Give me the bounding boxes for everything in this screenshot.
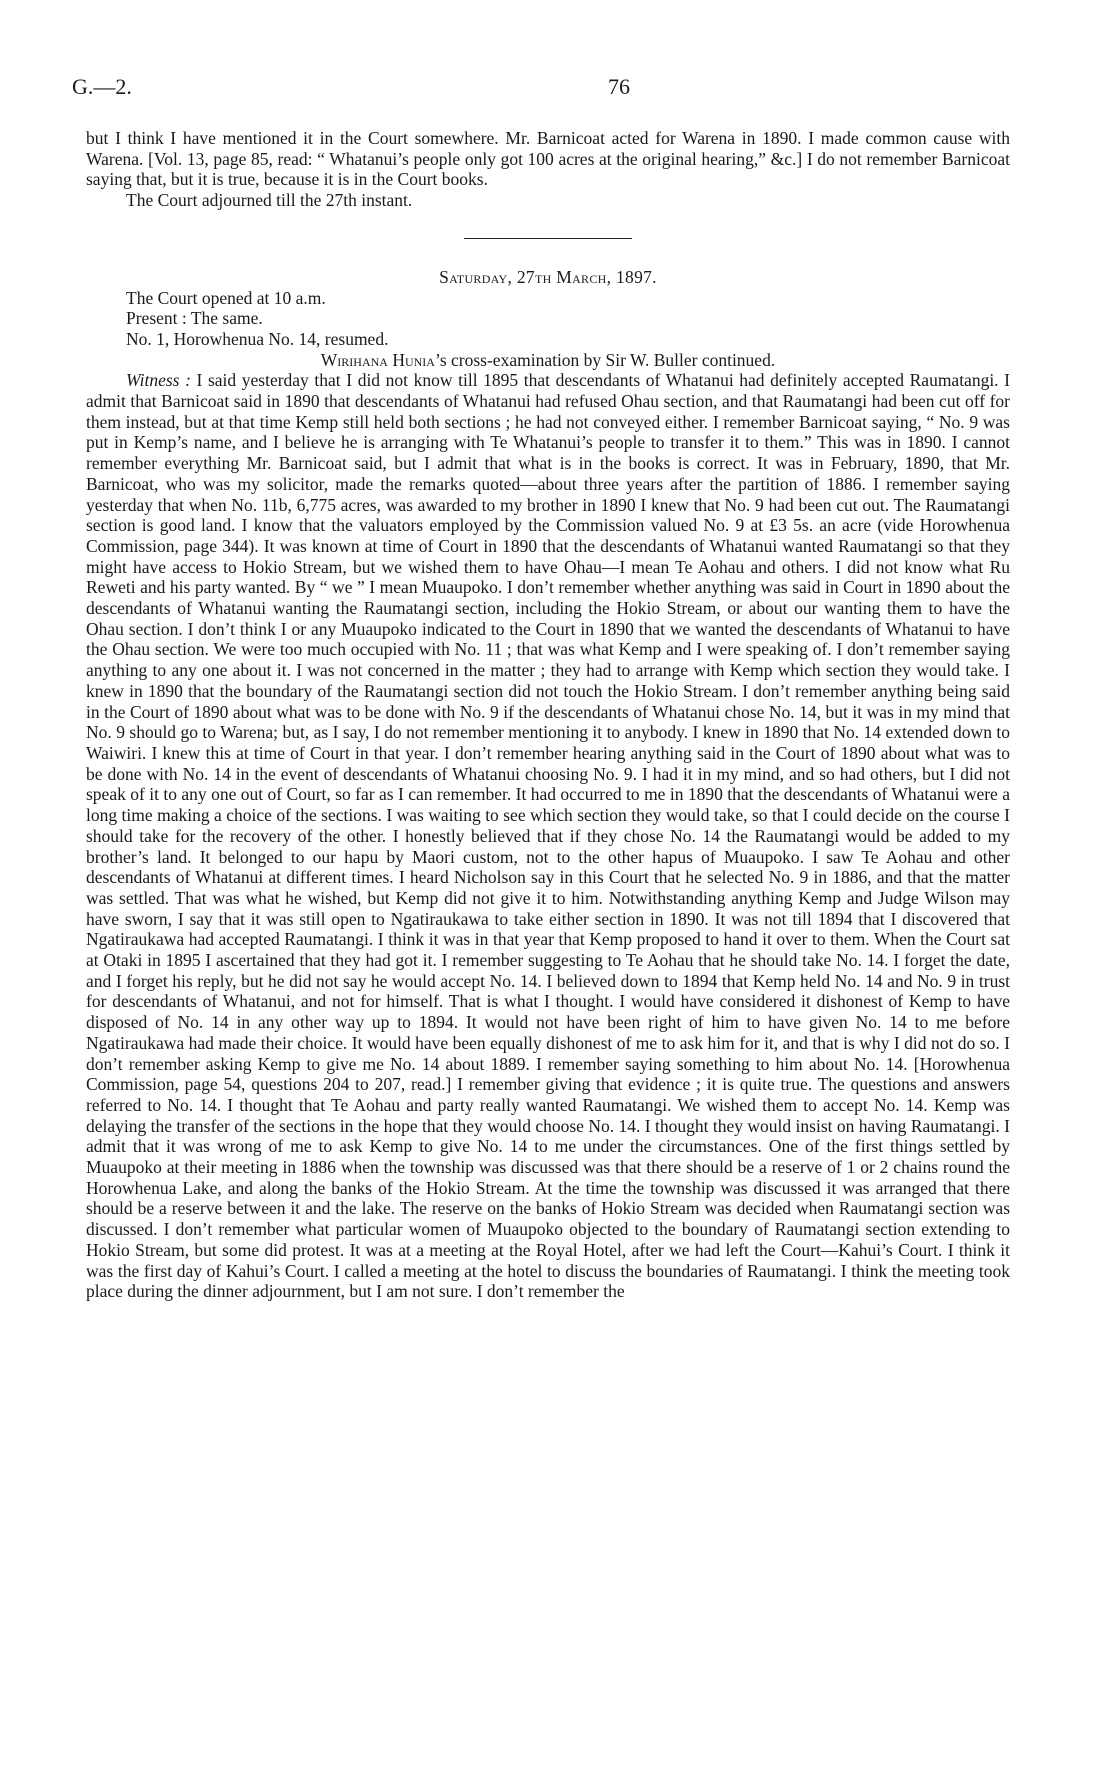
page-body — [86, 128, 1010, 1302]
page-number: 76 — [608, 74, 630, 99]
session-date: Saturday, 27th March, 1897. — [439, 266, 657, 287]
heading-rest: ’s cross-examination by Sir W. Buller continued. — [434, 349, 776, 370]
opening-paragraph: but I think I have mentioned it in the Court somewhere. Mr. Barnicoat acted for Warena in 1890. I made common cause with Warena. [Vol. 13, page 85, read: “ Whatanui’s people only got 100 acres at the original hearing,” &c.] I do not remember Barnicoat saying that, but it is true, because it is in the Court books. — [86, 128, 1010, 190]
document-code: G.—2. — [72, 74, 132, 99]
testimony-paragraph — [86, 370, 1010, 1302]
page-header — [72, 74, 1012, 106]
present-line: Present : The same. — [126, 308, 263, 329]
cross-examination-heading — [86, 350, 1010, 371]
witness-name: Wirihana Hunia — [320, 349, 435, 370]
witness-label: Witness : — [126, 370, 191, 391]
testimony-text: I said yesterday that I did not know till 1895 that descendants of Whatanui had definitely accepted Raumatangi. I admit that Barnicoat said in 1890 that descendants of Whatanui had refused Ohau section, and that Raumatangi had been cut off for them instead, but at that time Kemp still held both sections ; he had not conveyed either. I remember Barnicoat saying, “ No. 9 was put in Kemp’s name, and I believe he is arranging with Te Whatanui’s people to transfer it to them.” This was in 1890. I cannot remember everything Mr. Barnicoat said, but I admit that what is in the books is correct. It was in February, 1890, that Mr. Barnicoat, who was my solicitor, made the remarks quoted—about three years after the partition of 1886. I remember saying yesterday that when No. 11b, 6,775 acres, was awarded to my brother in 1890 I knew that No. 9 had been cut out. The Raumatangi section is good land. I know that the valuators employed by the Commission valued No. 9 at £3 5s. an acre (vide Horowhenua Commission, page 344). It was known at time of Court in 1890 that the descendants of Whatanui wanted Raumatangi so that they might have access to Hokio Stream, but we wished them to have Ohau—I mean Te Aohau and others. I did not know what Ru Reweti and his party wanted. By “ we ” I mean Muaupoko. I don’t remember whether anything was said in Court in 1890 about the descendants of Whatanui wanting the Raumatangi section, including the Hokio Stream, or about our wanting them to have the Ohau section. I don’t think I or any Muaupoko indicated to the Court in 1890 that we wanted the descendants of Whatanui to have the Ohau section. We were too much occupied with No. 11 ; that was what Kemp and I were speaking of. I don’t remember saying anything to any one about it. I was not concerned in the matter ; they had to arrange with Kemp which section they would take. I knew in 1890 that the boundary of the Raumatangi section did not touch the Hokio Stream. I don’t remember anything being said in the Court of 1890 about what was to be done with No. 9 if the descendants of Whatanui chose No. 14, but it was in my mind that No. 9 should go to Warena; but, as I say, I do not remember mentioning it to anybody. I knew in 1890 that No. 14 extended down to Waiwiri. I knew this at time of Court in that year. I don’t remember hearing anything said in the Court of 1890 about what was to be done with No. 14 in the event of descendants of Whatanui choosing No. 9. I had it in my mind, and so had others, but I did not speak of it to any one out of Court, so far as I can remember. It had occurred to me in 1890 that the descendants of Whatanui were a long time making a choice of the sections. I was waiting to see which section they would take, so that I could decide on the course I should take for the recovery of the other. I honestly believed that if they chose No. 14 the Raumatangi would be added to my brother’s land. It belonged to our hapu by Maori custom, not to the other hapus of Muaupoko. I saw Te Aohau and other descendants of Whatanui at different times. I heard Nicholson say in this Court that he selected No. 9 in 1886, and that the matter was settled. That was what he wished, but Kemp did not give it to him. Notwithstanding anything Kemp and Judge Wilson may have sworn, I say that it was still open to Ngatiraukawa to take either section in 1890. It was not till 1894 that I discovered that Ngatiraukawa had accepted Raumatangi. I think it was in that year that Kemp proposed to hand it over to them. When the Court sat at Otaki in 1895 I ascertained that they had got it. I remember suggesting to Te Aohau that he should take No. 14. I forget the date, and I forget his reply, but he did not say he would accept No. 14. I believed down to 1894 that Kemp held No. 14 and No. 9 in trust for descendants of Whatanui, and not for himself. That is what I thought. I would have considered it dishonest of Kemp to have disposed of No. 14 in any other way up to 1894. It would not have been right of him to have given No. 14 to me before Ngatiraukawa had made their choice. It would have been equally dishonest of me to ask him for it, and that is why I did not do so. I don’t remember asking Kemp to give me No. 14 about 1889. I remember saying something to him about No. 14. [Horowhenua Commission, page 54, questions 204 to 207, read.] I remember giving that evidence ; it is quite true. The questions and answers referred to No. 14. I thought that Te Aohau and party really wanted Raumatangi. We wished them to accept No. 14. Kemp was delaying the transfer of the sections in the hope that they would choose No. 14. I thought they would insist on having Raumatangi. I admit that it was wrong of me to ask Kemp to give No. 14 to me under the circumstances. One of the first things settled by Muaupoko at their meeting in 1886 when the township was discussed was that there should be a reserve of 1 or 2 chains round the Horowhenua Lake, and along the banks of the Hokio Stream. At the time the township was discussed it was arranged that there should be a reserve between it and the lake. The reserve on the banks of Hokio Stream was decided when Raumatangi section was discussed. I don’t remember what particular women of Muaupoko objected to the boundary of Raumatangi section extending to Hokio Stream, but some did protest. It was at a meeting at the Royal Hotel, after we had left the Court—Kahui’s Court. I think it was the first day of Kahui’s Court. I called a meeting at the hotel to discuss the boundaries of Raumatangi. I think the meeting took place during the dinner adjournment, but I am not sure. I don’t remember the — [86, 370, 1010, 1302]
court-opened-line: The Court opened at 10 a.m. — [126, 287, 326, 308]
case-line: No. 1, Horowhenua No. 14, resumed. — [126, 328, 389, 349]
section-divider — [464, 238, 632, 239]
adjournment-line: The Court adjourned till the 27th instant. — [126, 190, 413, 211]
